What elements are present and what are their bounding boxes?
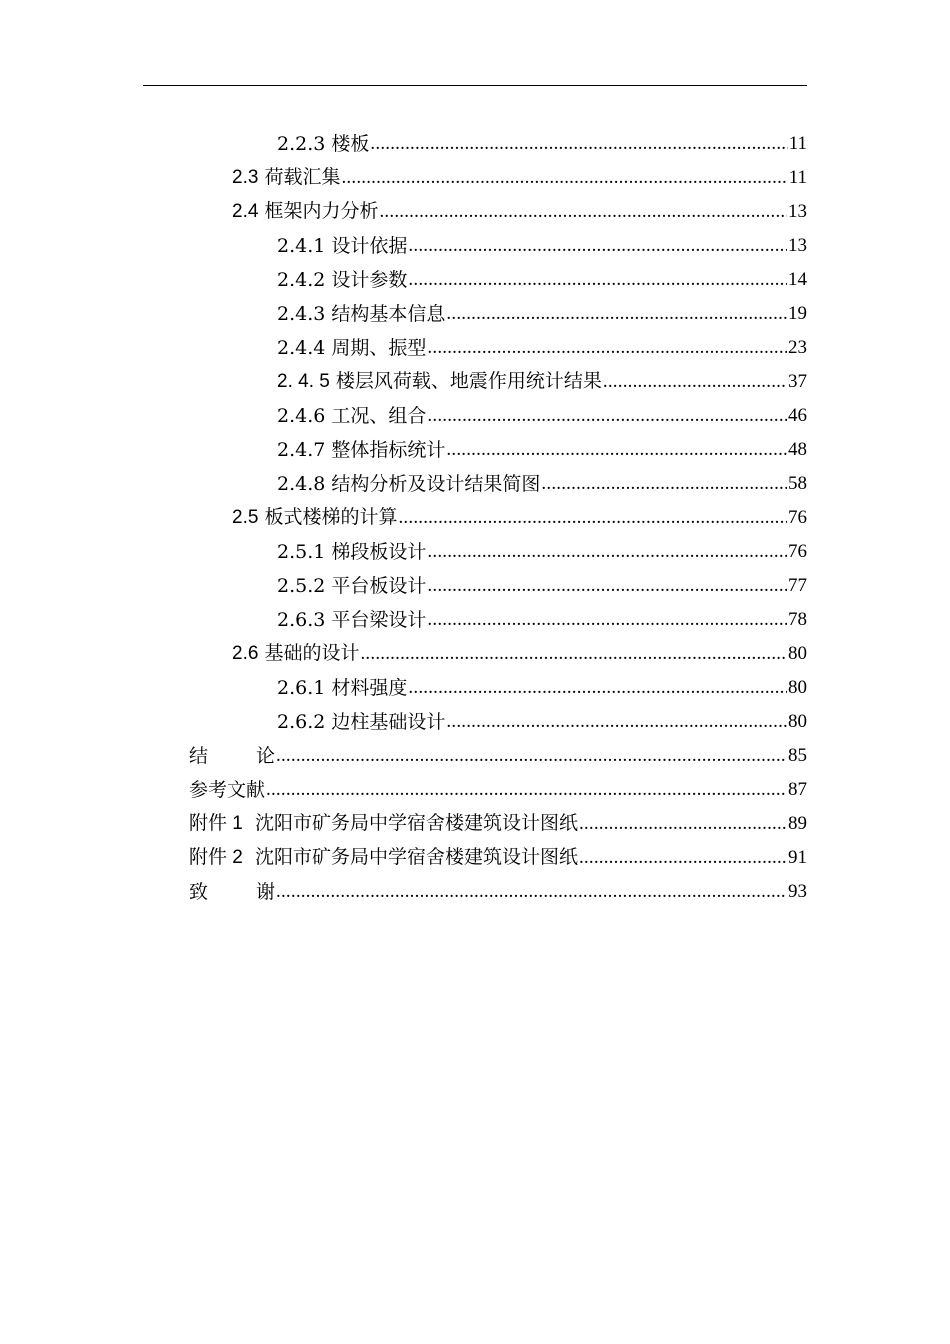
toc-entry-number: 2.5	[232, 507, 259, 528]
toc-entry-page: 89	[788, 813, 807, 834]
toc-entry-label	[277, 369, 602, 394]
toc-entry[interactable]	[277, 564, 807, 598]
toc-entry-title: 设计依据	[331, 235, 408, 257]
dot-leader	[276, 880, 787, 904]
dot-leader	[360, 642, 787, 666]
toc-entry[interactable]	[277, 224, 807, 258]
toc-entry-page: 78	[788, 609, 807, 630]
toc-entry-number: 2.6	[232, 643, 259, 664]
toc-entry-title: 参考文献	[189, 779, 266, 801]
toc-entry-number: 2.3	[232, 167, 259, 188]
dot-leader	[398, 506, 787, 530]
toc-entry-label	[232, 199, 378, 224]
toc-entry-number: 2.6.2	[277, 711, 326, 733]
toc-entry-number: 2.5.2	[277, 575, 326, 597]
dot-leader	[266, 778, 787, 802]
toc-entry-title-char: 结	[189, 745, 257, 767]
toc-entry-label	[189, 811, 578, 836]
toc-entry-page: 37	[788, 371, 807, 392]
dot-leader	[427, 404, 787, 428]
toc-entry-number: 2.4.7	[277, 439, 326, 461]
header-rule	[143, 85, 807, 86]
dot-leader	[446, 302, 787, 326]
toc-entry[interactable]	[277, 530, 807, 564]
dot-leader	[427, 336, 787, 360]
toc-entry-page: 48	[788, 439, 807, 460]
dot-leader	[408, 676, 787, 700]
toc-entry-page: 23	[788, 337, 807, 358]
dot-leader	[427, 608, 787, 632]
toc-entry[interactable]	[277, 428, 807, 462]
toc-entry-number: 2.4.1	[277, 235, 326, 257]
toc-entry-label	[277, 302, 445, 326]
toc-entry-page: 14	[788, 269, 807, 290]
toc-entry-title: 框架内力分析	[264, 200, 379, 222]
toc-entry-title: 沈阳市矿务局中学宿舍楼	[254, 813, 464, 834]
toc-entry-page: 80	[788, 711, 807, 732]
toc-entry[interactable]	[189, 802, 807, 836]
toc-entry[interactable]	[277, 598, 807, 632]
toc-entry-page: 85	[788, 745, 807, 766]
toc-entry-title: 基础的设计	[264, 642, 360, 664]
toc-entry-number: 2.6.1	[277, 677, 326, 699]
dot-leader	[427, 540, 787, 564]
toc-entry[interactable]	[277, 462, 807, 496]
toc-entry-page: 19	[788, 303, 807, 324]
toc-entry-number: 2.6.3	[277, 609, 326, 631]
toc-entry-number: 2.4.3	[277, 303, 326, 325]
toc-entry-page: 93	[788, 881, 807, 902]
toc-entry[interactable]	[232, 496, 807, 530]
toc-entry-title: 材料强度	[331, 677, 408, 699]
toc-entry-label	[189, 744, 275, 768]
toc-entry-page: 46	[788, 405, 807, 426]
toc-entry[interactable]	[277, 700, 807, 734]
toc-entry-title: 整体指标统计	[331, 439, 446, 461]
toc-entry-page: 80	[788, 677, 807, 698]
toc-entry-number: 2.2.3	[277, 133, 326, 155]
toc-entry-label	[277, 540, 426, 564]
toc-entry-title-char: 谢	[256, 881, 276, 903]
toc-entry-label	[277, 710, 445, 734]
toc-entry[interactable]	[232, 632, 807, 666]
toc-entry-label	[277, 234, 407, 258]
toc-entry-title-suffix: 建筑设计图纸	[463, 846, 578, 868]
toc-entry-title: 边柱基础设计	[331, 711, 446, 733]
toc-entry-page: 76	[788, 541, 807, 562]
toc-entry-label	[277, 132, 369, 156]
toc-entry[interactable]	[189, 836, 807, 870]
toc-entry-label	[189, 778, 265, 802]
toc-entry-title: 沈阳市矿务局中学宿舍楼	[254, 847, 464, 868]
toc-entry-number: 2.4.2	[277, 269, 326, 291]
toc-entry[interactable]	[232, 190, 807, 224]
toc-entry-title: 结构基本信息	[331, 303, 446, 325]
toc-entry-label	[277, 438, 445, 462]
toc-entry-number: 2.4.4	[277, 337, 326, 359]
toc-entry-page: 11	[788, 133, 807, 154]
dot-leader	[408, 268, 787, 292]
toc-entry[interactable]	[277, 666, 807, 700]
toc-entry-page: 13	[788, 235, 807, 256]
toc-entry[interactable]	[277, 360, 807, 394]
toc-entry-title: 工况、组合	[331, 405, 427, 427]
toc-entry-page: 58	[788, 473, 807, 494]
dot-leader	[408, 234, 787, 258]
toc-entry-label	[277, 404, 426, 428]
toc-entry-label	[232, 641, 359, 666]
toc-entry-page: 11	[788, 167, 807, 188]
toc-entry-title: 结构分析及设计结果简图	[331, 473, 541, 495]
toc-entry-number: 2.4.8	[277, 473, 326, 495]
toc-entry[interactable]	[277, 292, 807, 326]
toc-entry[interactable]	[277, 326, 807, 360]
toc-entry-page: 76	[788, 507, 807, 528]
toc-entry-title-char: 致	[189, 881, 257, 903]
toc-entry-title: 设计参数	[331, 269, 408, 291]
toc-entry-number: 2.4	[232, 201, 259, 222]
dot-leader	[379, 200, 787, 224]
toc-entry-number: 附件 2	[189, 847, 243, 868]
toc-entry-title: 梯段板设计	[331, 541, 427, 563]
dot-leader	[579, 812, 787, 836]
toc-entry-label	[277, 608, 426, 632]
toc-entry-label	[232, 165, 340, 190]
toc-entry-page: 77	[788, 575, 807, 596]
toc-entry-number: 2.4.6	[277, 405, 326, 427]
toc-entry-page: 80	[788, 643, 807, 664]
toc-entry-page: 87	[788, 779, 807, 800]
dot-leader	[446, 438, 787, 462]
toc-entry-title: 楼层风荷载、地震作用统计结果	[335, 370, 602, 392]
dot-leader	[276, 744, 787, 768]
toc-entry-label	[277, 676, 407, 700]
toc-entry[interactable]	[277, 258, 807, 292]
toc-entry-label	[277, 472, 540, 496]
toc-entry-title-suffix: 建筑设计图纸	[463, 812, 578, 834]
dot-leader	[446, 710, 787, 734]
toc-entry-label	[189, 880, 275, 904]
toc-entry-title: 平台梁设计	[331, 609, 427, 631]
dot-leader	[427, 574, 787, 598]
toc-entry-number: 2.5.1	[277, 541, 326, 563]
toc-entry[interactable]	[189, 768, 807, 802]
toc-entry-label	[277, 336, 426, 360]
toc-entry-label	[189, 845, 578, 870]
toc-entry-title: 周期、振型	[331, 337, 427, 359]
toc-entry[interactable]	[189, 870, 807, 904]
toc-entry-page: 91	[788, 847, 807, 868]
toc-entry-title: 板式楼梯的计算	[264, 506, 398, 528]
toc-entry-title: 平台板设计	[331, 575, 427, 597]
toc-entry[interactable]	[277, 122, 807, 156]
toc-entry-label	[277, 574, 426, 598]
toc-entry[interactable]	[232, 156, 807, 190]
dot-leader	[579, 846, 787, 870]
dot-leader	[603, 370, 787, 394]
toc-entry-title-char: 论	[256, 745, 276, 767]
toc-entry-number: 2. 4. 5	[277, 371, 330, 392]
toc-entry-label	[277, 268, 407, 292]
dot-leader	[370, 132, 787, 156]
toc-entry-number: 附件 1	[189, 813, 243, 834]
dot-leader	[541, 472, 787, 496]
toc-entry[interactable]	[277, 394, 807, 428]
toc-entry-title: 楼板	[331, 133, 370, 155]
toc-entry-page: 13	[788, 201, 807, 222]
toc-entry-title: 荷载汇集	[264, 166, 341, 188]
toc-entry-label	[232, 505, 397, 530]
dot-leader	[341, 166, 787, 190]
toc-entry[interactable]	[189, 734, 807, 768]
